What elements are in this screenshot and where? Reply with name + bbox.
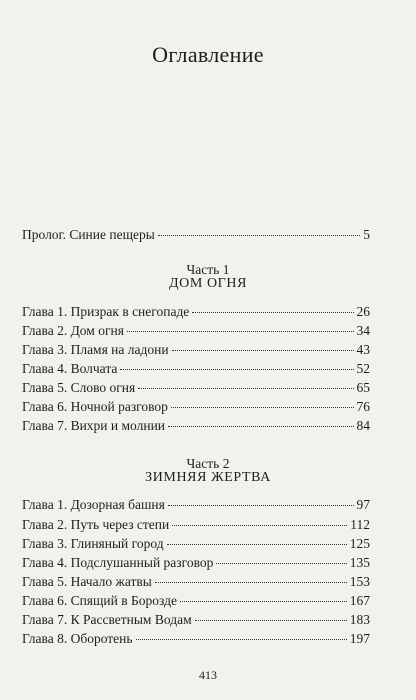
toc-entry-page: 76 [356,399,370,414]
toc-entry-title: Глава 1. Призрак в снегопаде [22,304,190,319]
toc-entry-p2-ch8[interactable] [22,630,370,648]
dot-leader [192,312,353,313]
toc-entry-title: Пролог. Синие пещеры [22,227,155,242]
toc-entry-p2-ch1[interactable] [22,496,370,514]
dot-leader [168,505,354,506]
toc-entry-title: Глава 7. К Рассветным Водам [22,612,192,627]
toc-entry-page: 84 [356,418,370,433]
dot-leader [180,601,347,602]
dot-leader [172,350,354,351]
toc-entry-p2-ch3[interactable] [22,535,370,553]
toc-entry-title: Глава 8. Оборотень [22,631,133,646]
toc-entry-prologue[interactable] [22,226,370,244]
toc-entry-page: 183 [349,612,370,627]
dot-leader [172,525,347,526]
toc-entry-page: 34 [356,323,370,338]
toc-entry-page: 52 [356,361,370,376]
part-1-label: Часть 1 [186,262,230,277]
toc-entry-p1-ch2[interactable] [22,322,370,340]
dot-leader [167,544,347,545]
toc-entry-p1-ch5[interactable] [22,379,370,397]
toc-entry-p1-ch4[interactable] [22,360,370,378]
page-number: 413 [199,668,217,682]
toc-entry-title: Глава 5. Начало жатвы [22,574,152,589]
toc-entry-title: Глава 4. Волчата [22,361,118,376]
dot-leader [136,639,347,640]
toc-entry-page: 153 [349,574,370,589]
toc-entry-page: 26 [356,304,370,319]
toc-entry-page: 125 [349,536,370,551]
toc-entry-p2-ch2[interactable] [22,516,370,534]
dot-leader [155,582,347,583]
toc-entry-page: 65 [356,380,370,395]
toc-entry-p2-ch7[interactable] [22,611,370,629]
toc-entry-p2-ch5[interactable] [22,573,370,591]
toc-entry-p2-ch4[interactable] [22,554,370,572]
toc-entry-title: Глава 4. Подслушанный разговор [22,555,214,570]
toc-entry-p1-ch6[interactable] [22,398,370,416]
toc-entry-page: 97 [356,497,370,512]
toc-entry-title: Глава 2. Путь через степи [22,517,170,532]
dot-leader [195,620,347,621]
toc-entry-title: Глава 6. Спящий в Борозде [22,593,177,608]
toc-entry-page: 167 [349,593,370,608]
toc-entry-p1-ch1[interactable] [22,303,370,321]
toc-entry-p2-ch6[interactable] [22,592,370,610]
part-2-label: Часть 2 [186,456,230,471]
toc-entry-title: Глава 5. Слово огня [22,380,136,395]
dot-leader [216,563,346,564]
dot-leader [171,407,354,408]
toc-entry-p1-ch3[interactable] [22,341,370,359]
toc-entry-p1-ch7[interactable] [22,417,370,435]
part-2-name: ЗИМНЯЯ ЖЕРТВА [145,470,271,485]
toc-entry-page: 197 [349,631,370,646]
dot-leader [158,235,360,236]
dot-leader [120,369,353,370]
dot-leader [127,331,354,332]
dot-leader [138,388,353,389]
part-1-name: ДОМ ОГНЯ [168,276,248,291]
toc-entry-title: Глава 3. Глиняный город [22,536,164,551]
dot-leader [168,426,353,427]
toc-entry-title: Глава 7. Вихри и молнии [22,418,166,433]
toc-entry-title: Глава 6. Ночной разговор [22,399,168,414]
toc-entry-title: Глава 3. Пламя на ладони [22,342,169,357]
toc-entry-title: Глава 2. Дом огня [22,323,124,338]
toc-entry-page: 5 [363,227,370,242]
toc-entry-page: 43 [356,342,370,357]
toc-entry-page: 135 [349,555,370,570]
toc-entry-title: Глава 1. Дозорная башня [22,497,165,512]
page-title: Оглавление [152,42,264,67]
toc-entry-page: 112 [350,517,370,532]
